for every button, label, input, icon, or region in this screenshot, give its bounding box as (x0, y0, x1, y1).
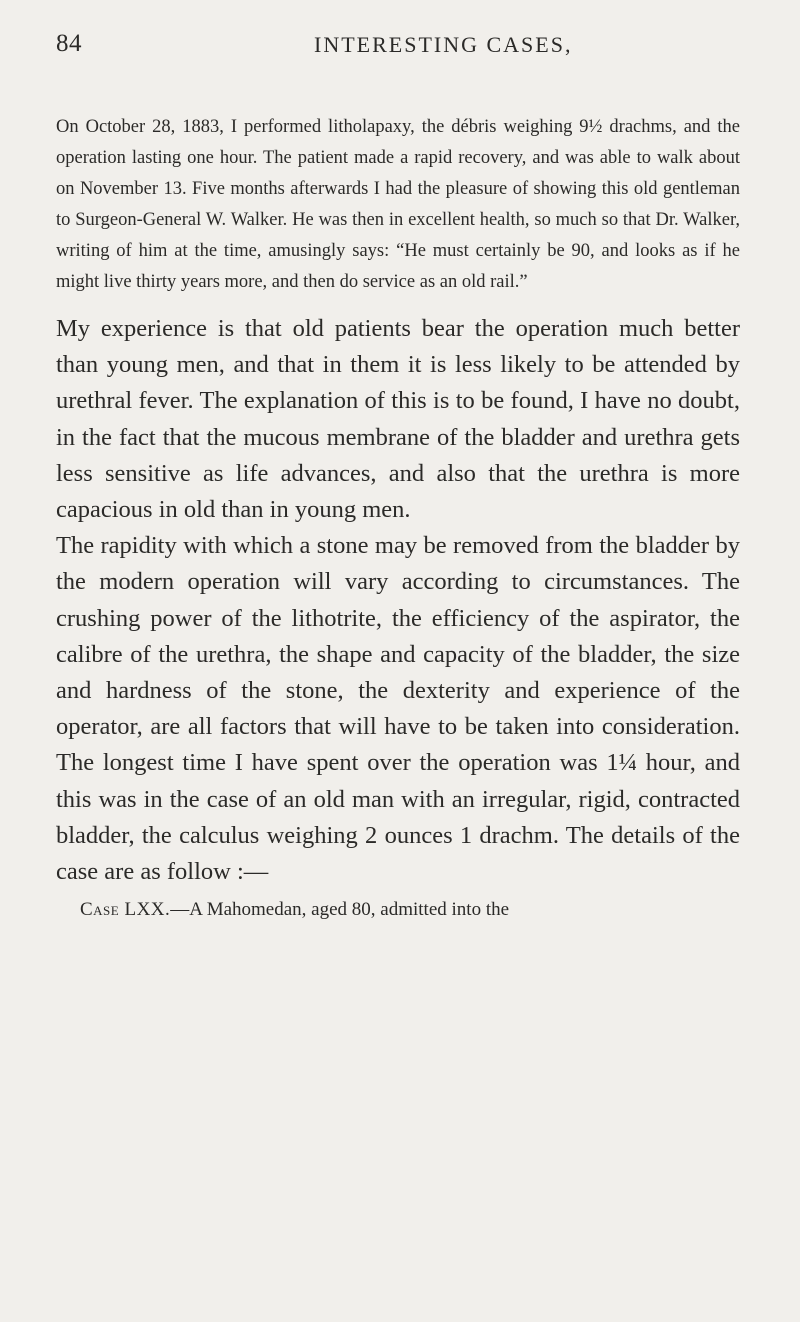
paragraph-old-patients: My experience is that old patients bear the operation much better than young men, and that in them it is less likely to be attended by urethral fever. The explanation of this is to be found, I have no doubt, in the fact that the mucous membrane of the bladder and urethra gets less sensitive as life advances, and also that the urethra is more capacious in old than in young men. (56, 315, 740, 524)
case-label: Case LXX. (80, 899, 171, 921)
paragraph-rapidity: The rapidity with which a stone may be removed from the bladder by the modern operation will vary according to circumstances. The crushing power of the lithotrite, the efficiency of the aspirator, the calibre of the urethra, the shape and capacity of the bladder, the size and hardness of the stone, the dexterity and experience of the operator, are all factors that will have to be taken into consideration. The longest time I have spent over the operation was 1¼ hour, and this was in the case of an old man with an irregular, rigid, contracted bladder, the calculus weighing 2 ounces 1 drachm. The details of the case are as follow :— (56, 532, 740, 886)
paragraph-case-recovery: On October 28, 1883, I performed litholapaxy, the débris weighing 9½ drachms, and the operation lasting one hour. The patient made a rapid recovery, and was able to walk about on November 13. Five months afterwards I had the pleasure of showing this old gentleman to Surgeon-General W. Walker. He was then in excellent health, so much so that Dr. Walker, writing of him at the time, amusingly says: “He must certainly be 90, and looks as if he might live thirty years more, and then do service as an old rail.” (56, 117, 740, 292)
running-head: INTERESTING CASES, (314, 32, 573, 57)
case-text: —A Mahomedan, aged 80, admitted into the (170, 899, 510, 921)
case-heading (56, 894, 740, 925)
body-text (56, 112, 740, 925)
page-number: 84 (56, 30, 82, 57)
page-header (56, 30, 740, 70)
